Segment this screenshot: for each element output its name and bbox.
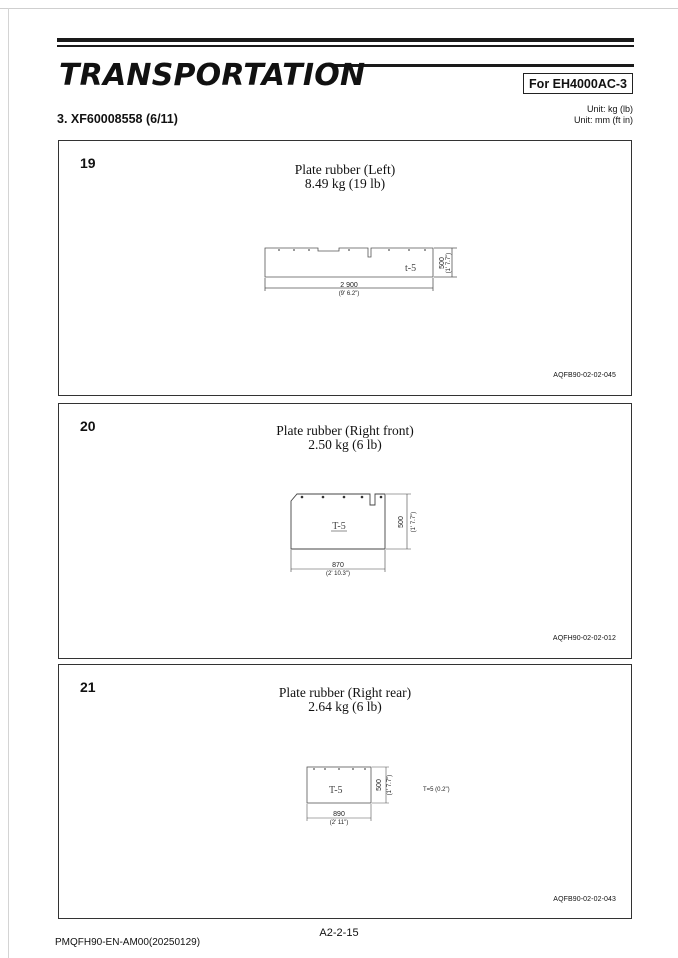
part-weight: 2.64 kg (6 lb) xyxy=(308,699,382,714)
page-number: A2-2-15 xyxy=(319,927,359,939)
thickness-mark: T-5 xyxy=(329,785,343,796)
length-ft: (2' 10.3") xyxy=(326,571,350,577)
length-mm: 870 xyxy=(332,562,344,569)
header-rule xyxy=(57,45,634,47)
drawing-code: AQFB90-02-02-043 xyxy=(553,896,616,903)
document-id: PMQFH90-EN-AM00(20250129) xyxy=(55,937,201,948)
length-mm: 2 900 xyxy=(340,282,358,289)
drawing-code: AQFH90-02-02-012 xyxy=(552,635,616,642)
part-panel xyxy=(58,140,632,396)
part-number: 21 xyxy=(80,679,96,695)
part-panel xyxy=(58,664,632,919)
part-name: Plate rubber (Right front) xyxy=(276,423,414,438)
header-rule xyxy=(57,38,634,42)
unit-weight: Unit: kg (lb) xyxy=(586,104,633,114)
part-number: 19 xyxy=(80,155,96,171)
drawing-code: AQFB90-02-02-045 xyxy=(553,372,616,379)
part-number: 20 xyxy=(80,418,96,434)
part-name: Plate rubber (Right rear) xyxy=(278,685,412,700)
height-ft: (1' 7.7") xyxy=(411,511,417,533)
part-weight: 2.50 kg (6 lb) xyxy=(308,437,382,452)
section-title: 3. XF60008558 (6/11) xyxy=(57,112,178,126)
part-weight: 8.49 kg (19 lb) xyxy=(304,176,386,191)
part-drawing xyxy=(59,404,633,660)
part-drawing xyxy=(59,141,633,397)
thickness-mark: t-5 xyxy=(405,263,417,274)
thickness-mark: T-5 xyxy=(332,521,346,532)
page-title: TRANSPORTATION xyxy=(59,58,366,93)
page-edge xyxy=(8,8,9,958)
height-mm: 500 xyxy=(376,779,383,791)
title-rule xyxy=(333,64,634,67)
thickness-note: T=5 (0.2") xyxy=(423,787,450,793)
page-edge xyxy=(0,8,678,9)
part-drawing xyxy=(59,665,633,920)
height-ft: (1' 7.7") xyxy=(387,774,393,796)
unit-legend xyxy=(574,104,633,126)
length-mm: 890 xyxy=(333,811,345,818)
length-ft: (2' 11") xyxy=(329,820,349,826)
model-badge: For EH4000AC-3 xyxy=(523,73,633,94)
height-ft: (1' 7.7") xyxy=(446,252,452,274)
part-panel xyxy=(58,403,632,659)
length-ft: (9' 6.2") xyxy=(338,291,360,297)
height-mm: 500 xyxy=(398,516,405,528)
height-mm: 500 xyxy=(439,257,446,269)
unit-length: Unit: mm (ft in) xyxy=(573,115,633,125)
part-name: Plate rubber (Left) xyxy=(294,162,396,177)
